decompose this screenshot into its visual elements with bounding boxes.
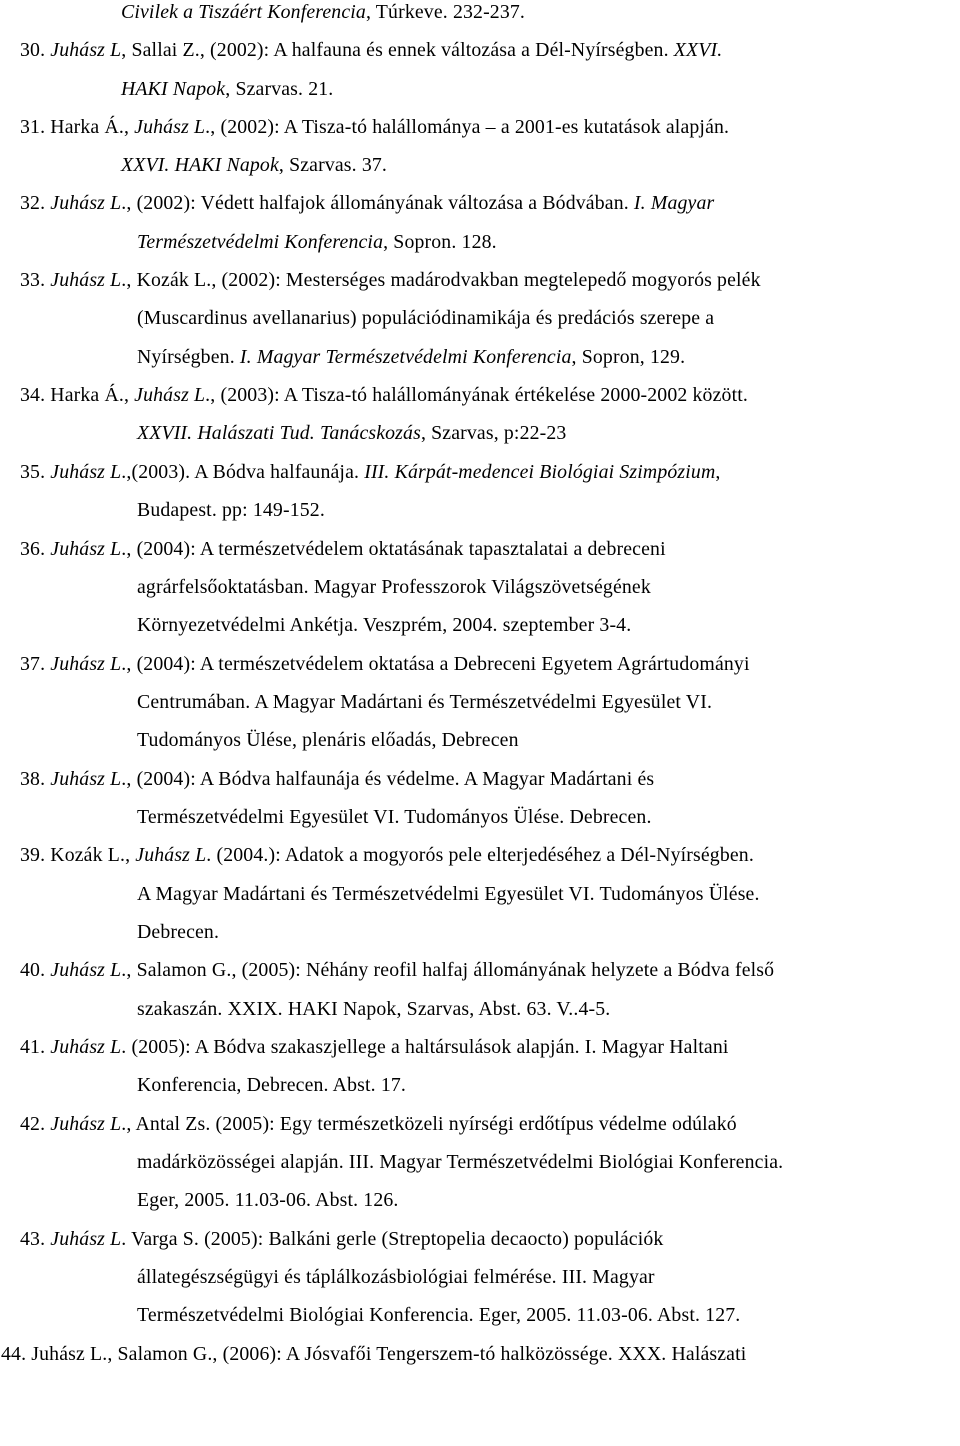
text: 41.: [20, 1036, 51, 1058]
text: . (2004.): Adatok a mogyorós pele elterjedéséhez a Dél-Nyírségben.: [206, 844, 754, 866]
reference-line: [20, 41, 722, 61]
reference-line: [137, 1268, 655, 1288]
reference-line: [137, 233, 497, 253]
text: ., Salamon G., (2005): Néhány reofil halfaj állományának helyzete a Bódva felső: [121, 959, 775, 981]
reference-line: [137, 1076, 406, 1096]
text: agrárfelsőoktatásban. Magyar Professzorok Világszövetségének: [137, 576, 651, 598]
text: Centrumában. A Magyar Madártani és Természetvédelmi Egyesület VI.: [137, 691, 713, 713]
text: 38.: [20, 768, 51, 790]
text: (Muscardinus avellanarius) populációdinamikája és predációs szerepe a: [137, 307, 715, 329]
reference-line: [137, 578, 651, 598]
text: Környezetvédelmi Ankétja. Veszprém, 2004. szeptember 3-4.: [137, 614, 632, 636]
text: 44. Juhász L., Salamon G., (2006): A Jósvafői Tengerszem-tó halközössége. XXX. Halászati: [1, 1343, 747, 1365]
text: , Sopron. 128.: [383, 231, 497, 253]
text: ., (2004): A természetvédelem oktatása a Debreceni Egyetem Agrártudományi: [121, 653, 750, 675]
text: ,: [715, 461, 721, 483]
reference-line: [137, 616, 631, 636]
italic-text: Juhász L: [50, 959, 122, 981]
text: 39. Kozák L.,: [20, 844, 136, 866]
text: 33.: [20, 269, 51, 291]
reference-line: [20, 463, 721, 483]
text: Konferencia, Debrecen. Abst. 17.: [137, 1074, 406, 1096]
italic-text: Juhász L: [50, 653, 122, 675]
reference-line: [20, 386, 748, 406]
reference-line: [137, 731, 519, 751]
reference-line: [20, 770, 654, 790]
reference-line: [20, 1230, 663, 1250]
text: Nyírségben.: [137, 346, 240, 368]
reference-line: [121, 3, 525, 23]
text: szakaszán. XXIX. HAKI Napok, Szarvas, Abst. 63. V..4-5.: [137, 998, 611, 1020]
text: , Túrkeve. 232-237.: [365, 1, 526, 23]
reference-line: [137, 808, 652, 828]
reference-line: [20, 846, 754, 866]
reference-line: [20, 655, 750, 675]
text: Természetvédelmi Biológiai Konferencia. Eger, 2005. 11.03-06. Abst. 127.: [137, 1304, 741, 1326]
italic-text: HAKI Napok: [121, 78, 226, 100]
italic-text: XXVI. HAKI Napok: [121, 154, 279, 176]
reference-line: [137, 693, 712, 713]
italic-text: Juhász L: [50, 192, 122, 214]
reference-line: [137, 424, 566, 444]
text: ., (2004): A természetvédelem oktatásának tapasztalatai a debreceni: [121, 538, 666, 560]
text: Budapest. pp: 149-152.: [137, 499, 325, 521]
reference-line: [20, 540, 666, 560]
reference-line: [137, 1153, 783, 1173]
reference-line: [20, 118, 729, 138]
text: állategészségügyi és táplálkozásbiológiai felmérése. III. Magyar: [137, 1266, 655, 1288]
text: . (2005): A Bódva szakaszjellege a haltársulások alapján. I. Magyar Haltani: [121, 1036, 729, 1058]
reference-line: [121, 156, 387, 176]
reference-line: [20, 271, 761, 291]
text: 34. Harka Á.,: [20, 384, 135, 406]
italic-text: Juhász L: [134, 116, 206, 138]
reference-line: [137, 885, 760, 905]
text: 31. Harka Á.,: [20, 116, 135, 138]
text: ., (2002): A Tisza-tó halállománya – a 2001-es kutatások alapján.: [205, 116, 730, 138]
text: 35.: [20, 461, 51, 483]
italic-text: XXVII. Halászati Tud. Tanácskozás: [137, 422, 421, 444]
text: ., Kozák L., (2002): Mesterséges madárodvakban megtelepedő mogyorós pelék: [121, 269, 761, 291]
reference-line: [1, 1345, 746, 1365]
reference-line: [137, 501, 325, 521]
reference-line: [137, 1191, 399, 1211]
reference-line: [137, 1000, 610, 1020]
italic-text: Juhász L: [50, 461, 122, 483]
text: A Magyar Madártani és Természetvédelmi Egyesület VI. Tudományos Ülése.: [137, 883, 760, 905]
italic-text: Természetvédelmi Konferencia: [137, 231, 384, 253]
reference-line: [137, 348, 685, 368]
text: 32.: [20, 192, 51, 214]
text: , Sopron, 129.: [571, 346, 686, 368]
italic-text: Juhász L: [50, 538, 122, 560]
reference-line: [137, 309, 714, 329]
italic-text: Juhász L: [134, 384, 206, 406]
text: ., Antal Zs. (2005): Egy természetközeli nyírségi erdőtípus védelme odúlakó: [121, 1113, 737, 1135]
reference-line: [20, 194, 714, 214]
text: 30.: [20, 39, 51, 61]
italic-text: XXVI.: [673, 39, 723, 61]
italic-text: I. Magyar: [633, 192, 715, 214]
reference-line: [20, 1115, 737, 1135]
italic-text: Juhász L: [50, 1228, 122, 1250]
italic-text: Juhász L: [50, 1113, 122, 1135]
reference-line: [137, 1306, 740, 1326]
text: ., (2002): Védett halfajok állományának változása a Bódvában.: [121, 192, 634, 214]
reference-line: [121, 80, 333, 100]
text: . Varga S. (2005): Balkáni gerle (Streptopelia decaocto) populációk: [121, 1228, 664, 1250]
italic-text: Juhász L: [50, 1036, 122, 1058]
text: ., (2003): A Tisza-tó halállományának értékelése 2000-2002 között.: [205, 384, 748, 406]
text: 37.: [20, 653, 51, 675]
text: , Szarvas. 37.: [278, 154, 387, 176]
italic-text: Juhász L: [50, 269, 122, 291]
text: 42.: [20, 1113, 51, 1135]
text: , Sallai Z., (2002): A halfauna és ennek változása a Dél-Nyírségben.: [121, 39, 674, 61]
reference-line: [20, 961, 774, 981]
italic-text: I. Magyar Természetvédelmi Konferencia: [239, 346, 572, 368]
text: 43.: [20, 1228, 51, 1250]
text: , Szarvas. 21.: [225, 78, 334, 100]
text: madárközösségei alapján. III. Magyar Természetvédelmi Biológiai Konferencia.: [137, 1151, 784, 1173]
text: Debrecen.: [137, 921, 220, 943]
text: Eger, 2005. 11.03-06. Abst. 126.: [137, 1189, 399, 1211]
italic-text: Juhász L: [135, 844, 207, 866]
text: .,(2003). A Bódva halfaunája.: [121, 461, 365, 483]
italic-text: Civilek a Tiszáért Konferencia: [121, 1, 366, 23]
text: Tudományos Ülése, plenáris előadás, Debrecen: [137, 729, 519, 751]
text: , Szarvas, p:22-23: [420, 422, 567, 444]
italic-text: III. Kárpát-medencei Biológiai Szimpózium: [364, 461, 716, 483]
text: 40.: [20, 959, 51, 981]
italic-text: Juhász L: [50, 39, 122, 61]
text: 36.: [20, 538, 51, 560]
text: Természetvédelmi Egyesület VI. Tudományos Ülése. Debrecen.: [137, 806, 652, 828]
italic-text: Juhász L: [50, 768, 122, 790]
reference-line: [20, 1038, 729, 1058]
text: ., (2004): A Bódva halfaunája és védelme. A Magyar Madártani és: [121, 768, 655, 790]
reference-line: [137, 923, 219, 943]
